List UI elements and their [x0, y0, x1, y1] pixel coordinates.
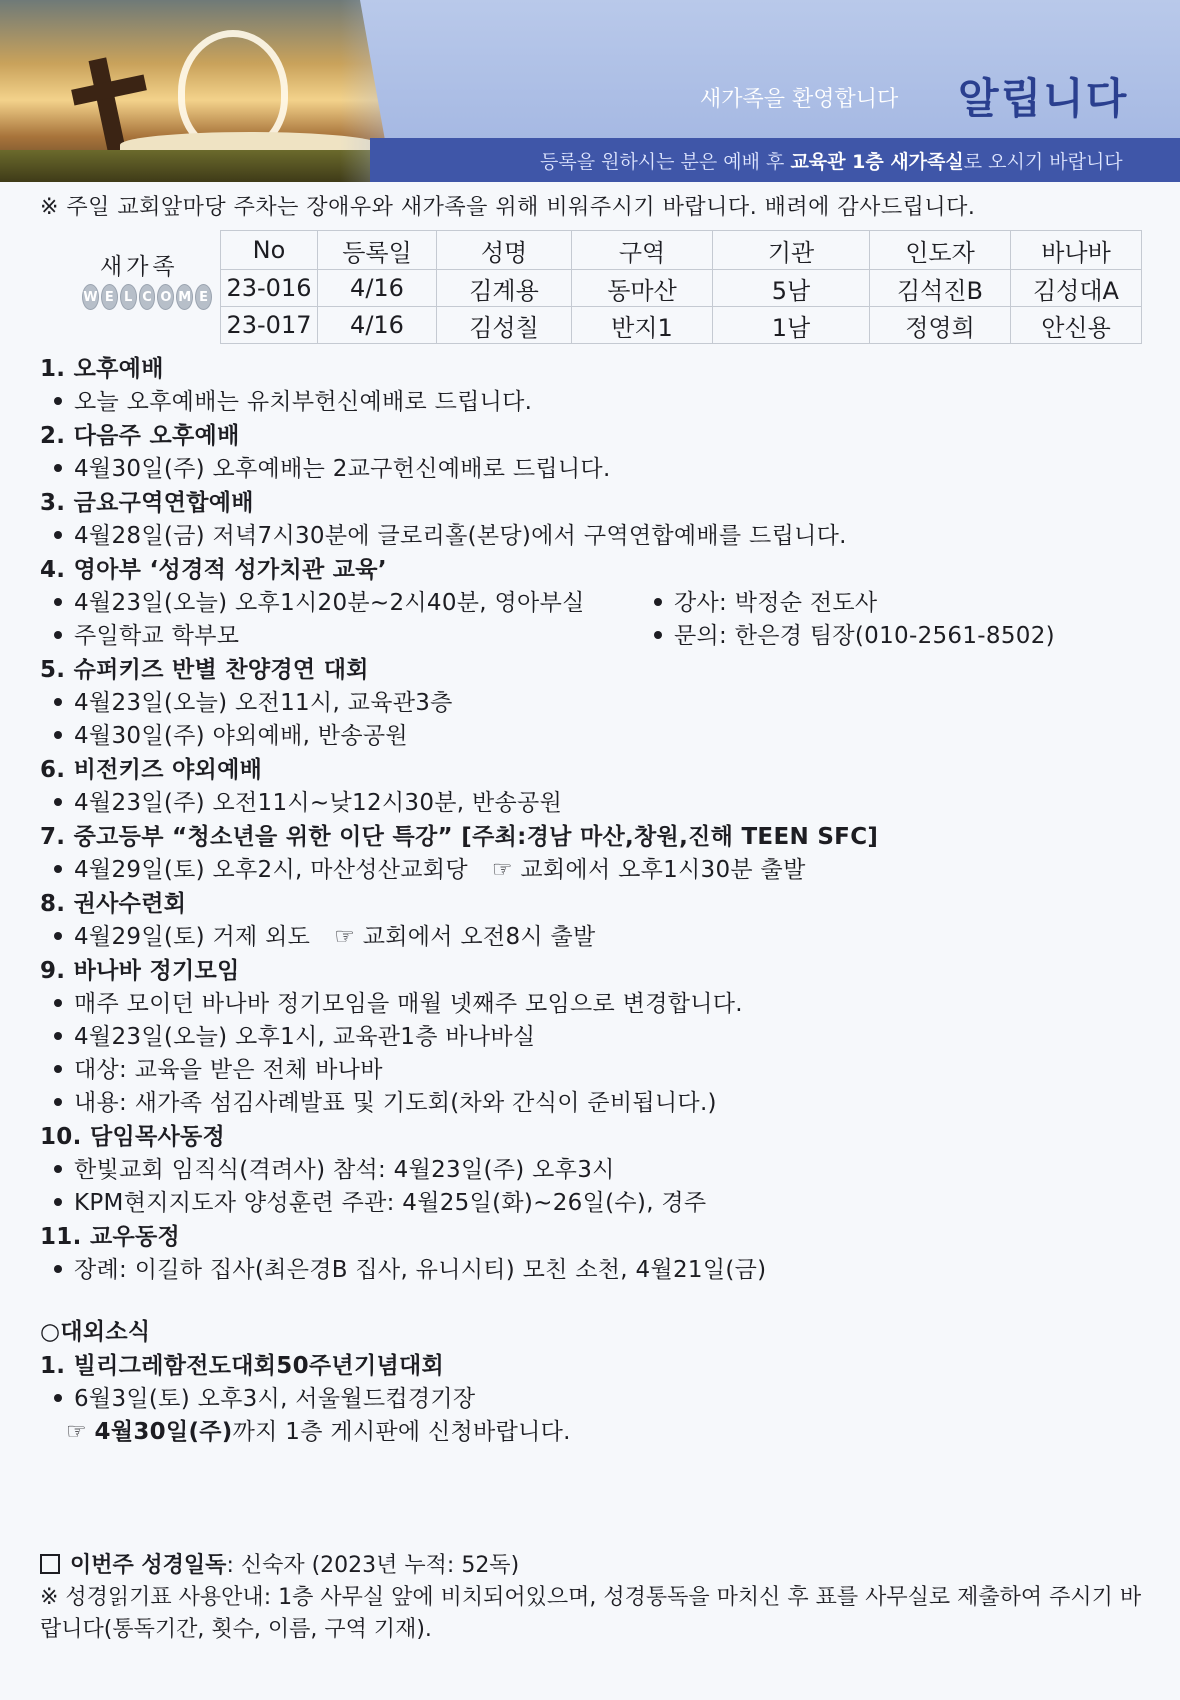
section-title: 2. 다음주 오후예배 — [40, 423, 240, 449]
external-news-heading: ○대외소식 — [40, 1319, 151, 1345]
section-title: 5. 슈퍼키즈 반별 찬양경연 대회 — [40, 657, 369, 683]
parking-note: ※ 주일 교회앞마당 주차는 장애우와 새가족을 위해 비워주시기 바랍니다. 배려에 감사드립니다. — [40, 195, 976, 220]
cross-heart-photo — [0, 0, 400, 182]
list-item: 내용: 새가족 섬김사례발표 및 기도회(차와 간식이 준비됩니다.) — [40, 1087, 1150, 1120]
table-row: 23-017 4/16 김성칠 반지1 1남 정영희 안신용 — [221, 307, 1142, 344]
section-title: 1. 빌리그레함전도대회50주년기념대회 — [40, 1353, 445, 1379]
list-item: 4월23일(오늘) 오전11시, 교육관3층 — [40, 687, 1150, 720]
section-title: 7. 중고등부 “청소년을 위한 이단 특강” [주최:경남 마산,창원,진해 TEEN SFC] — [40, 824, 879, 850]
list-item: 4월23일(오늘) 오후1시20분~2시40분, 영아부실 강사: 박정순 전도사 — [40, 587, 1150, 620]
section-title: 11. 교우동정 — [40, 1224, 181, 1250]
list-item: 오늘 오후예배는 유치부헌신예배로 드립니다. — [40, 386, 1150, 419]
bible-reading-footer: 이번주 성경일독: 신숙자 (2023년 누적: 52독) ※ 성경읽기표 사용안내: 1층 사무실 앞에 비치되어있으며, 성경통독을 마치신 후 표를 사무실로 제출하여 주시기 바랍니다(통독기간, 횟수, 이름, 구역 기재). — [40, 1550, 1160, 1646]
list-item: KPM현지지도자 양성훈련 주관: 4월25일(화)~26일(수), 경주 — [40, 1187, 1150, 1220]
section-title: 10. 담임목사동정 — [40, 1124, 226, 1150]
header-banner — [0, 0, 1180, 182]
new-family-table — [220, 230, 1142, 344]
checkbox-icon — [40, 1554, 60, 1574]
list-item: 대상: 교육을 받은 전체 바나바 — [40, 1054, 1150, 1087]
welcome-badge: W E L C O M E — [82, 284, 212, 310]
list-item: 매주 모이던 바나바 정기모임을 매월 넷째주 모임으로 변경합니다. — [40, 988, 1150, 1021]
list-item: 한빛교회 임직식(격려사) 참석: 4월23일(주) 오후3시 — [40, 1154, 1150, 1187]
list-item: 장례: 이길하 집사(최은경B 집사, 유니시티) 모친 소천, 4월21일(금) — [40, 1254, 1150, 1287]
section-title: 6. 비전키즈 야외예배 — [40, 757, 263, 783]
list-item: 4월23일(주) 오전11시~낮12시30분, 반송공원 — [40, 787, 1150, 820]
list-item: 6월3일(토) 오후3시, 서울월드컵경기장 — [40, 1383, 1150, 1416]
section-title: 4. 영아부 ‘성경적 성가치관 교육’ — [40, 557, 387, 583]
list-item: ☞ 4월30일(주)까지 1층 게시판에 신청바랍니다. — [66, 1419, 571, 1445]
new-family-label: 새가족 — [100, 254, 179, 280]
table-row: 23-016 4/16 김계용 동마산 5남 김석진B 김성대A — [221, 270, 1142, 307]
reading-guide: ※ 성경읽기표 사용안내: 1층 사무실 앞에 비치되어있으며, 성경통독을 마치신 후 표를 사무실로 제출하여 주시기 바랍니다(통독기간, 횟수, 이름, 구역 기재). — [40, 1585, 1142, 1642]
list-item: 4월30일(주) 야외예배, 반송공원 — [40, 720, 1150, 753]
list-item: 4월23일(오늘) 오후1시, 교육관1층 바나바실 — [40, 1021, 1150, 1054]
list-item: 4월30일(주) 오후예배는 2교구헌신예배로 드립니다. — [40, 453, 1150, 486]
list-item: 주일학교 학부모 문의: 한은경 팀장(010-2561-8502) — [40, 620, 1150, 653]
section-title: 3. 금요구역연합예배 — [40, 490, 254, 516]
pointing-hand-note: ☞ 교회에서 오전8시 출발 — [334, 924, 596, 950]
section-title: 9. 바나바 정기모임 — [40, 958, 240, 984]
pointing-hand-note: ☞ 교회에서 오후1시30분 출발 — [491, 857, 806, 883]
table-header-row: No 등록일 성명 구역 기관 인도자 바나바 — [221, 231, 1142, 270]
welcome-text: 새가족을 환영합니다 — [700, 87, 899, 112]
announcement-list — [40, 352, 1150, 1449]
list-item: 4월28일(금) 저녁7시30분에 글로리홀(본당)에서 구역연합예배를 드립니다. — [40, 520, 1150, 553]
list-item: 4월29일(토) 거제 외도 ☞ 교회에서 오전8시 출발 — [40, 921, 1150, 954]
pointing-hand-icon: ☞ — [66, 1419, 95, 1445]
list-item: 4월29일(토) 오후2시, 마산성산교회당 ☞ 교회에서 오후1시30분 출발 — [40, 854, 1150, 887]
page-title: 알립니다 — [958, 74, 1129, 123]
section-title: 1. 오후예배 — [40, 356, 164, 382]
registration-notice: 등록을 원하시는 분은 예배 후 교육관 1층 새가족실로 오시기 바랍니다 — [540, 151, 1123, 173]
section-title: 8. 권사수련회 — [40, 891, 187, 917]
